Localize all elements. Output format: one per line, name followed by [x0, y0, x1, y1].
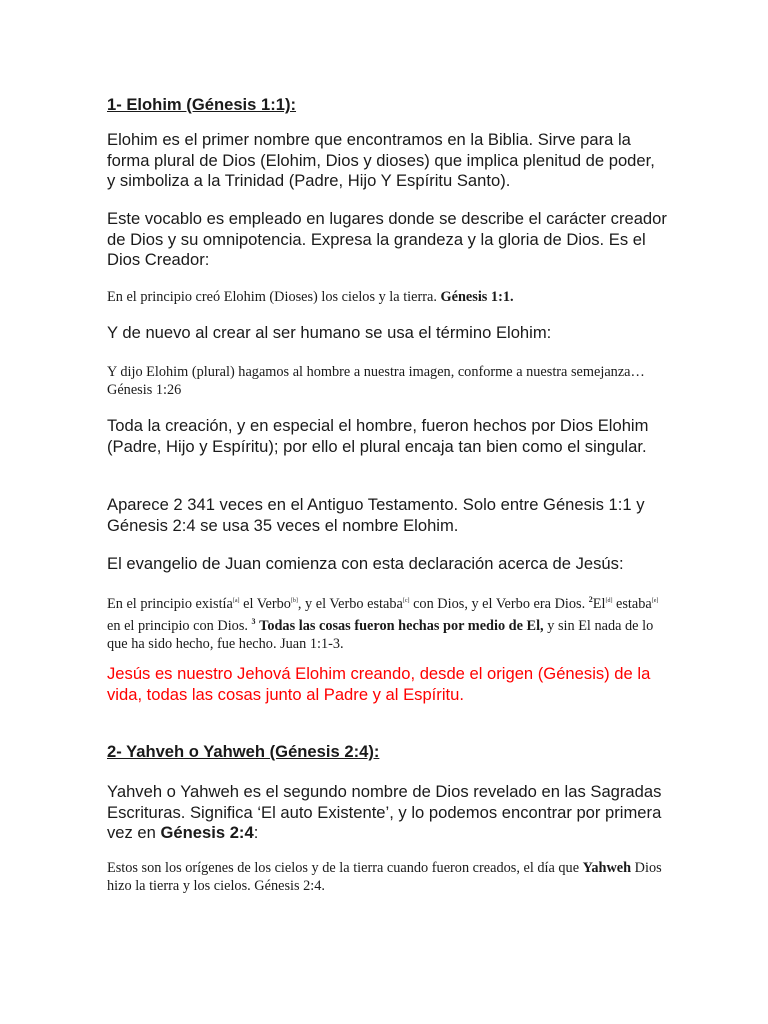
footnote-a-link[interactable]: [a] [232, 598, 240, 604]
quote-bold-name: Yahweh [582, 860, 632, 876]
quote-genesis-1-26: Y dijo Elohim (plural) hagamos al hombre a nuestra imagen, conforme a nuestra semejanza… Génesis 1:26 [107, 364, 645, 399]
quote-john-1-1-3 [107, 591, 667, 653]
paragraph-yahveh-intro [107, 782, 667, 844]
paragraph-text: : [253, 823, 259, 843]
footnote-b-link[interactable]: [b] [290, 598, 298, 604]
footnote-c-link[interactable]: [c] [402, 598, 410, 604]
paragraph-elohim-usage: Este vocablo es empleado en lugares donde se describe el carácter creador de Dios y su omnipotencia. Expresa la grandeza y la gloria de Dios. Es el Dios Creador: [107, 209, 667, 270]
footnote-e-link[interactable]: [e] [651, 598, 659, 604]
section-heading-yahveh: 2- Yahveh o Yahweh (Génesis 2:4): [107, 742, 380, 761]
quote-text: con Dios, y el Verbo era Dios. [409, 595, 589, 612]
paragraph-occurrences: Aparece 2 341 veces en el Antiguo Testamento. Solo entre Génesis 1:1 y Génesis 2:4 se usa 35 veces el nombre Elohim. [107, 495, 645, 535]
paragraph-creation: Toda la creación, y en especial el hombre, fueron hechos por Dios Elohim (Padre, Hijo y Espíritu); por ello el plural encaja tan bien como el singular. [107, 416, 649, 456]
quote-reference: Génesis 1:1. [440, 289, 514, 305]
quote-genesis-2-4 [107, 859, 667, 895]
section-heading-elohim: 1- Elohim (Génesis 1:1): [107, 95, 297, 114]
quote-text: en el principio con Dios. [107, 617, 252, 634]
quote-text: el Verbo [239, 595, 291, 612]
paragraph-text: Yahveh o Yahweh es el segundo nombre de Dios revelado en las Sagradas Escrituras. Significa ‘El auto Existente’, y lo podemos encontrar por primera vez en [107, 782, 662, 843]
verse-number: 2 [588, 595, 593, 604]
verse-number: 3 [251, 616, 256, 626]
footnote-d-link[interactable]: [d] [605, 598, 613, 604]
paragraph-human-creation: Y de nuevo al crear al ser humano se usa el término Elohim: [107, 323, 552, 342]
quote-text: En el principio existía [107, 595, 233, 612]
quote-genesis-1-1 [107, 288, 667, 306]
paragraph-elohim-intro: Elohim es el primer nombre que encontramos en la Biblia. Sirve para la forma plural de Dios (Elohim, Dios y dioses) que implica plenitud de poder, y simboliza a la Trinidad (Padre, Hijo Y Espíritu Santo). [107, 130, 655, 191]
quote-text: En el principio creó Elohim (Dioses) los cielos y la tierra. [107, 289, 441, 305]
quote-text: Dios hizo la tierra y los cielos. Génesis 2:4. [107, 860, 662, 895]
quote-text: El [592, 595, 606, 612]
quote-bold-text: Todas las cosas fueron hechas por medio de El, [259, 617, 544, 634]
quote-text: estaba [612, 595, 652, 612]
quote-text: y sin El nada de lo que ha sido hecho, fue hecho. Juan 1:1-3. [107, 617, 654, 652]
paragraph-john-intro: El evangelio de Juan comienza con esta declaración acerca de Jesús: [107, 554, 624, 573]
quote-text: Estos son los orígenes de los cielos y de la tierra cuando fueron creados, el día que [107, 860, 583, 876]
paragraph-reference: Génesis 2:4 [160, 823, 254, 843]
highlight-statement: Jesús es nuestro Jehová Elohim creando, desde el origen (Génesis) de la vida, todas las cosas junto al Padre y al Espíritu. [107, 664, 651, 704]
quote-text: , y el Verbo estaba [297, 595, 403, 612]
